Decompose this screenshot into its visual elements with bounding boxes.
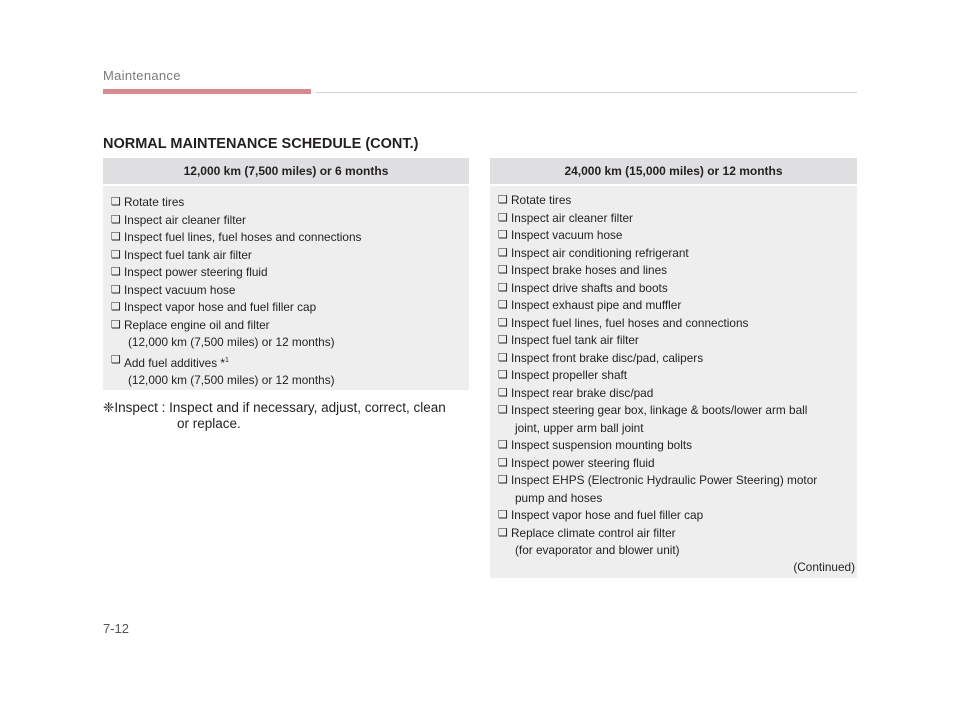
checklist-item — [498, 245, 857, 263]
item-continuation: pump and hoses — [515, 490, 603, 505]
item-interval-note: (12,000 km (7,500 miles) or 12 months) — [128, 335, 335, 349]
checkbox-icon: ❑ — [498, 229, 508, 241]
panel-heading: 24,000 km (15,000 miles) or 12 months — [490, 158, 857, 186]
checklist-item — [498, 297, 857, 315]
item-text: Rotate tires — [124, 195, 185, 209]
checkbox-icon: ❑ — [498, 369, 508, 381]
item-text: Inspect air cleaner filter — [124, 212, 246, 227]
checkbox-icon: ❑ — [498, 439, 508, 451]
checkbox-icon: ❑ — [111, 353, 121, 366]
checkbox-icon: ❑ — [498, 299, 508, 311]
item-text: Inspect vacuum hose — [511, 228, 623, 242]
page-number: 7-12 — [103, 621, 130, 636]
note-text: Inspect : Inspect and if necessary, adjust, correct, clean — [114, 400, 446, 415]
inspect-note — [103, 400, 473, 432]
item-text: Inspect brake hoses and lines — [511, 263, 668, 277]
checklist-item — [111, 194, 469, 212]
checklist-item — [498, 315, 857, 333]
checklist-item — [111, 212, 469, 230]
item-text: Replace climate control air filter — [511, 525, 676, 540]
checkbox-icon: ❑ — [111, 266, 121, 278]
checklist-item — [111, 229, 469, 247]
checklist-item — [111, 264, 469, 282]
checklist-item — [498, 455, 857, 473]
item-text: Inspect vapor hose and fuel filler cap — [124, 300, 317, 314]
item-text: Inspect vapor hose and fuel filler cap — [511, 508, 704, 522]
checkbox-icon: ❑ — [498, 404, 508, 416]
schedule-panel-6-months — [103, 158, 469, 390]
item-text: Inspect fuel tank air filter — [124, 247, 252, 262]
checklist-item — [111, 247, 469, 265]
checkbox-icon: ❑ — [498, 246, 508, 259]
header-accent-bar — [103, 89, 311, 94]
checklist-item — [498, 280, 857, 298]
schedule-panel-12-months — [490, 158, 857, 578]
footnote-number: 1 — [225, 356, 229, 364]
checkbox-icon: ❑ — [498, 334, 508, 346]
item-text: Inspect steering gear box, linkage & boots/lower arm ball — [511, 403, 808, 417]
item-text: Inspect rear brake disc/pad — [511, 385, 654, 400]
checkbox-icon: ❑ — [498, 281, 508, 294]
checklist-item — [498, 192, 857, 210]
item-interval-note: (12,000 km (7,500 miles) or 12 months) — [128, 373, 335, 387]
checkbox-icon: ❑ — [111, 196, 121, 208]
checklist-item — [111, 299, 469, 317]
checklist-item — [498, 262, 857, 280]
item-text: Replace engine oil and filter — [124, 317, 270, 332]
checkbox-icon: ❑ — [111, 318, 121, 331]
item-text: Inspect propeller shaft — [511, 368, 628, 382]
note-symbol-icon: ❈ — [103, 400, 115, 415]
checklist-item — [498, 525, 857, 543]
checklist-item — [498, 507, 857, 525]
item-text: Inspect fuel lines, fuel hoses and connections — [124, 230, 362, 244]
checklist-item — [111, 282, 469, 300]
item-text: Inspect air cleaner filter — [511, 210, 633, 225]
item-text: Inspect drive shafts and boots — [511, 280, 668, 295]
checklist-item — [498, 367, 857, 385]
item-text: Inspect front brake disc/pad, calipers — [511, 350, 704, 365]
item-text: Inspect vacuum hose — [124, 282, 236, 297]
checkbox-icon: ❑ — [498, 509, 508, 521]
item-text: Inspect fuel tank air filter — [511, 333, 639, 347]
item-text — [124, 352, 229, 373]
item-text: Inspect power steering fluid — [124, 265, 268, 279]
checklist — [490, 186, 857, 560]
item-label: Add fuel additives — [124, 355, 218, 370]
checkbox-icon: ❑ — [498, 526, 508, 539]
item-text: Inspect air conditioning refrigerant — [511, 245, 689, 260]
item-text: Inspect suspension mounting bolts — [511, 438, 692, 452]
item-text: Inspect power steering fluid — [511, 455, 655, 470]
checklist-item — [498, 472, 857, 490]
checkbox-icon: ❑ — [498, 264, 508, 276]
checklist-item — [111, 352, 469, 373]
checkbox-icon: ❑ — [498, 194, 508, 206]
page-title: NORMAL MAINTENANCE SCHEDULE (CONT.) — [103, 136, 419, 152]
checkbox-icon: ❑ — [111, 283, 121, 296]
checklist-item — [498, 210, 857, 228]
panel-heading: 12,000 km (7,500 miles) or 6 months — [103, 158, 469, 186]
continued-label: (Continued) — [793, 560, 855, 574]
checkbox-icon: ❑ — [498, 386, 508, 399]
checklist — [103, 186, 469, 390]
checklist-item — [498, 437, 857, 455]
checkbox-icon: ❑ — [498, 474, 508, 486]
section-label: Maintenance — [103, 68, 181, 83]
checkbox-icon: ❑ — [111, 213, 121, 226]
checkbox-icon: ❑ — [498, 351, 508, 364]
checkbox-icon: ❑ — [498, 211, 508, 224]
note-line-2: or replace. — [177, 416, 241, 431]
checklist-item — [498, 350, 857, 368]
checkbox-icon: ❑ — [111, 248, 121, 261]
note-line-1 — [103, 400, 473, 416]
footnote-mark: * — [220, 355, 226, 370]
item-continuation: (for evaporator and blower unit) — [515, 543, 680, 557]
item-text: Rotate tires — [511, 193, 572, 207]
header-divider — [316, 92, 857, 93]
checkbox-icon: ❑ — [111, 301, 121, 313]
checklist-item — [498, 385, 857, 403]
checkbox-icon: ❑ — [498, 316, 508, 329]
item-text: Inspect fuel lines, fuel hoses and connections — [511, 315, 749, 330]
checklist-item — [498, 402, 857, 420]
item-continuation: joint, upper arm ball joint — [515, 420, 644, 435]
checkbox-icon: ❑ — [498, 456, 508, 469]
checklist-item — [498, 227, 857, 245]
checklist-item — [111, 317, 469, 335]
checklist-item — [498, 332, 857, 350]
item-text: Inspect exhaust pipe and muffler — [511, 298, 682, 312]
item-text: Inspect EHPS (Electronic Hydraulic Power Steering) motor — [511, 473, 818, 487]
checkbox-icon: ❑ — [111, 231, 121, 243]
